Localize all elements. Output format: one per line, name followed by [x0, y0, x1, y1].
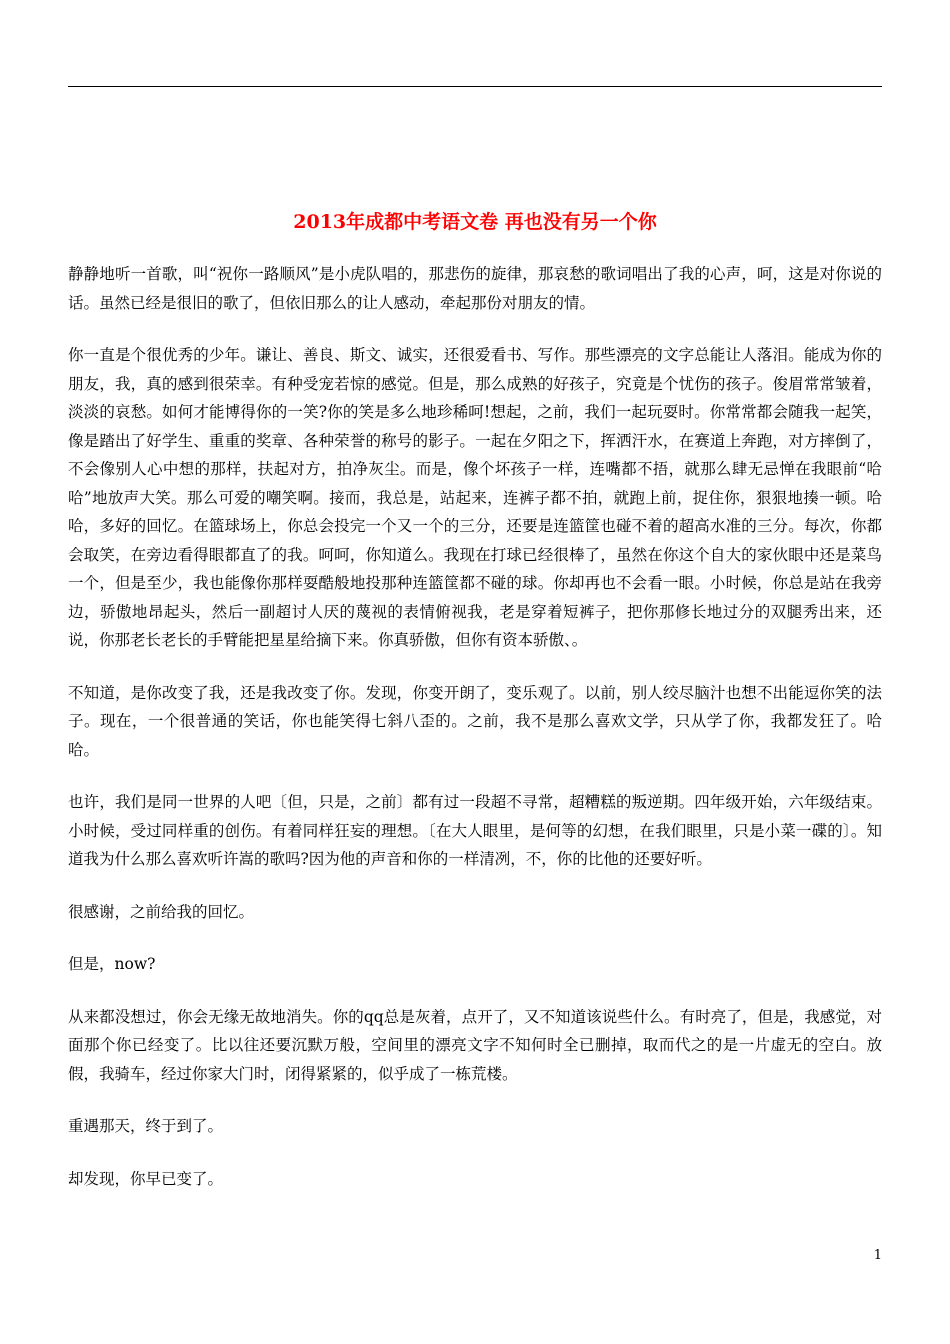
paragraph-5: 很感谢，之前给我的回忆。 [68, 902, 255, 921]
page-number: 1 [873, 1248, 882, 1263]
paragraph-9: 却发现，你早已变了。 [68, 1169, 224, 1188]
paragraph-8: 重遇那天，终于到了。 [68, 1117, 224, 1135]
paragraph-1: 静静地听一首歌，叫“祝你一路顺风”是小虎队唱的，那悲伤的旋律，那哀愁的歌词唱出了我的心声，呵，这是对你说的话。虽然已经是很旧的歌了，但依旧那么的让人感动，牵起那份对朋友的情。 [68, 265, 882, 312]
header-rule [68, 86, 882, 87]
paragraph-6: 但是，now? [68, 955, 156, 973]
paragraph-2: 你一直是个很优秀的少年。谦让、善良、斯文、诚实，还很爱看书、写作。那些漂亮的文字总能让人落泪。能成为你的朋友，我，真的感到很荣幸。有种受宠若惊的感觉。但是，那么成熟的好孩子，究竟是个忧伤的孩子。俊眉常常皱着，淡淡的哀愁。如何才能博得你的一笑?你的笑是多么地珍稀呵!想起，之前，我们一起玩耍时。你常常都会随我一起笑，像是踏出了好学生、重重的奖章、各种荣誉的称号的影子。一起在夕阳之下，挥洒汗水，在赛道上奔跑，对方摔倒了，不会像别人心中想的那样，扶起对方，拍净灰尘。而是，像个坏孩子一样，连嘴都不捂，就那么肆无忌惮在我眼前“哈哈”地放声大笑。那么可爱的嘲笑啊。接而，我总是，站起来，连裤子都不拍，就跑上前，捉住你，狠狠地揍一顿。哈哈，多好的回忆。在篮球场上，你总会投完一个又一个的三分，还要是连篮筐也碰不着的超高水准的三分。每次，你都会取笑，在旁边看得眼都直了的我。呵呵，你知道么。我现在打球已经很棒了，虽然在你这个自大的家伙眼中还是菜鸟一个，但是至少，我也能像你那样耍酷般地投那种连篮筐都不碰的球。你却再也不会看一眼。小时候，你总是站在我旁边，骄傲地昂起头，然后一副超讨人厌的蔑视的表情俯视我，老是穿着短裤子，把你那修长地过分的双腿秀出来，还说，你那老长老长的手臂能把星星给摘下来。你真骄傲，但你有资本骄傲、。 [68, 346, 882, 649]
paragraph-4: 也许，我们是同一世界的人吧〔但，只是，之前〕都有过一段超不寻常，超糟糕的叛逆期。四年级开始，六年级结束。小时候，受过同样重的创伤。有着同样狂妄的理想。〔在大人眼里，是何等的幻想，在我们眼里，只是小菜一碟的〕。知道我为什么那么喜欢听许嵩的歌吗?因为他的声音和你的一样清冽，不，你的比他的还要好听。 [68, 793, 882, 868]
paragraph-3: 不知道，是你改变了我，还是我改变了你。发现，你变开朗了，变乐观了。以前，别人绞尽脑汁也想不出能逗你笑的法子。现在，一个很普通的笑话，你也能笑得七斜八歪的。之前，我不是那么喜欢文学，只从学了你，我都发狂了。哈哈。 [68, 683, 882, 759]
paragraph-7: 从来都没想过，你会无缘无故地消失。你的qq总是灰着，点开了，又不知道该说些什么。有时亮了，但是，我感觉，对面那个你已经变了。比以往还要沉默万般，空间里的漂亮文字不知何时全已删掉，取而代之的是一片虚无的空白。放假，我骑车，经过你家大门时，闭得紧紧的，似乎成了一栋荒楼。 [68, 1007, 882, 1083]
document-title: 2013年成都中考语文卷 再也没有另一个你 [293, 211, 657, 233]
document-body [68, 260, 882, 1217]
